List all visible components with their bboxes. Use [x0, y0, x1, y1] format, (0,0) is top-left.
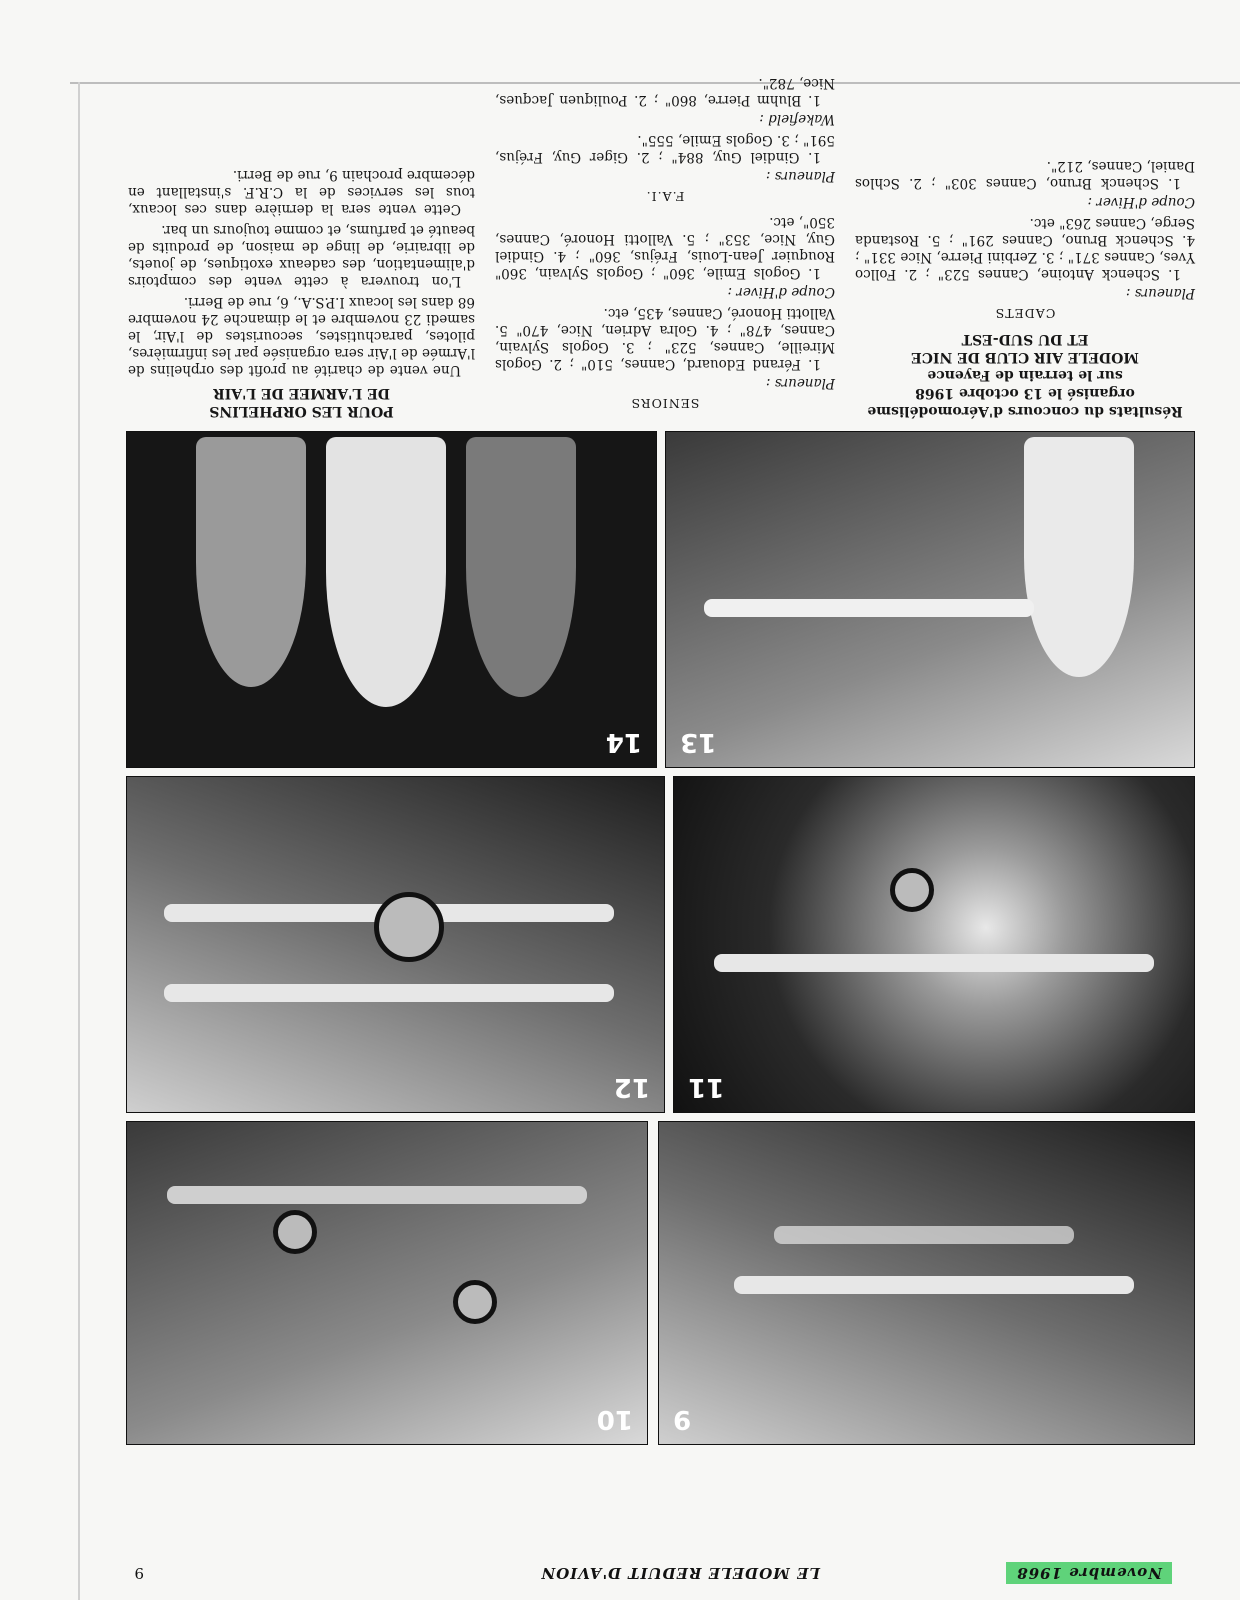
photo-11	[673, 776, 1195, 1113]
cadets-hiver-label: Coupe d'Hiver :	[1087, 194, 1195, 210]
orphelins-paragraph-1: Une vente de charité au profit des orphelins de l'Armée de l'Air sera organisée par les infirmières, pilotes, parachutistes, secouristes de l'Air, le samedi 23 novembre et le dimanche 24 novembre 68 dans les locaux I.P.S.A., 6, rue de Berri.	[128, 294, 475, 378]
results-column-cadets	[855, 153, 1195, 420]
model-wheel-shape	[890, 868, 934, 912]
model-wing-shape	[704, 599, 1034, 617]
fai-planeurs-label: Planeurs :	[765, 168, 835, 184]
running-head	[130, 1554, 1200, 1584]
photo-number: 13	[680, 727, 717, 757]
photo-number: 10	[596, 1404, 633, 1434]
cadets-planeurs-label: Planeurs :	[1125, 285, 1195, 301]
model-engine-shape	[374, 892, 444, 962]
cadets-hiver-results: 1. Schenck Bruno, Cannes 303" ; 2. Schlos Daniel, Cannes, 212".	[855, 158, 1195, 191]
results-title: Résultats du concours d'Aéromodélisme organisé le 13 octobre 1968 sur le terrain de Fayence MODELE AIR CLUB DE NICE ET DU SUD-EST	[867, 331, 1183, 419]
cadets-heading: CADETS	[994, 306, 1056, 321]
orphelins-column	[128, 162, 475, 420]
orphelins-title: POUR LES ORPHELINS DE L'ARMEE DE L'AIR	[209, 385, 394, 419]
photo-10	[126, 1121, 648, 1445]
person-shape	[466, 437, 576, 697]
photo-12	[126, 776, 665, 1113]
model-wing-shape	[734, 1276, 1134, 1294]
seniors-planeurs-results: 1. Férand Edouard, Cannes, 510" ; 2. Gogols Mireille, Cannes, 523" ; 3. Gogols Sylvain, Cannes, 478" ; 4. Golra Adrien, Nice, 470" 5. Vallotti Honoré, Cannes, 435, etc.	[495, 305, 835, 372]
fai-wakefield-results: 1. Bluhm Pierre, 860" ; 2. Pouliquen Jacques, Nice, 782".	[495, 75, 835, 108]
seniors-hiver-label: Coupe d'Hiver :	[727, 284, 835, 300]
photo-number: 11	[688, 1072, 725, 1102]
seniors-hiver-results: 1. Gogols Emile, 360" ; Gogols Sylvain, 360" Rouquier Jean-Louis, Fréjus, 360" ; 4. Gindiel Guy, Nice, 353" ; 5. Vallotti Honoré, Cannes, 350", etc.	[495, 214, 835, 281]
model-wheel-shape	[273, 1210, 317, 1254]
model-wing-shape	[167, 1186, 587, 1204]
model-wing-shape	[714, 954, 1154, 972]
person-shape	[196, 437, 306, 687]
seniors-heading: SENIORS	[630, 396, 700, 411]
photo-number: 14	[605, 727, 642, 757]
model-wing-shape	[164, 984, 614, 1002]
orphelins-paragraph-3: Cette vente sera la dernière dans ces locaux, tous les services de la C.R.F. s'installant en décembre prochain 9, rue de Berri.	[128, 167, 475, 217]
photo-9	[658, 1121, 1195, 1445]
issue-date-highlight: Novembre 1968	[1006, 1562, 1172, 1584]
magazine-title: LE MODELE REDUIT D'AVION	[540, 1564, 820, 1582]
person-shape	[1024, 437, 1134, 677]
photo-13	[665, 431, 1195, 768]
fai-heading: F.A.I.	[645, 189, 685, 204]
photo-number: 9	[673, 1404, 692, 1434]
page-number: 9	[134, 1564, 144, 1582]
cadets-planeurs-results: 1. Schenck Antoine, Cannes 523" ; 2. Follco Yves, Cannes 371" ; 3. Zerbini Pierre, Nice 331" ; 4. Schenck Bruno, Cannes 291" ; 5. Rostanda Serge, Cannes 263" etc.	[855, 215, 1195, 282]
orphelins-paragraph-2: L'on trouvera à cette vente des comptoirs d'alimentation, des cadeaux exotiques, de jouets, de librairie, de linge de maison, de produits de beauté et parfums, et comme toujours un bar.	[128, 222, 475, 289]
seniors-planeurs-label: Planeurs :	[765, 375, 835, 391]
model-wheel-shape	[453, 1280, 497, 1324]
person-shape	[326, 437, 446, 707]
fai-planeurs-results: 1. Gindiel Guy, 884" ; 2. Giger Guy, Fréjus, 591" ; 3. Gogols Emile, 555".	[495, 132, 835, 165]
fai-wakefield-label: Wakefield :	[759, 111, 835, 127]
model-wing-shape	[774, 1226, 1074, 1244]
photo-14	[126, 431, 657, 768]
photo-number: 12	[613, 1072, 650, 1102]
results-column-seniors	[495, 70, 835, 420]
